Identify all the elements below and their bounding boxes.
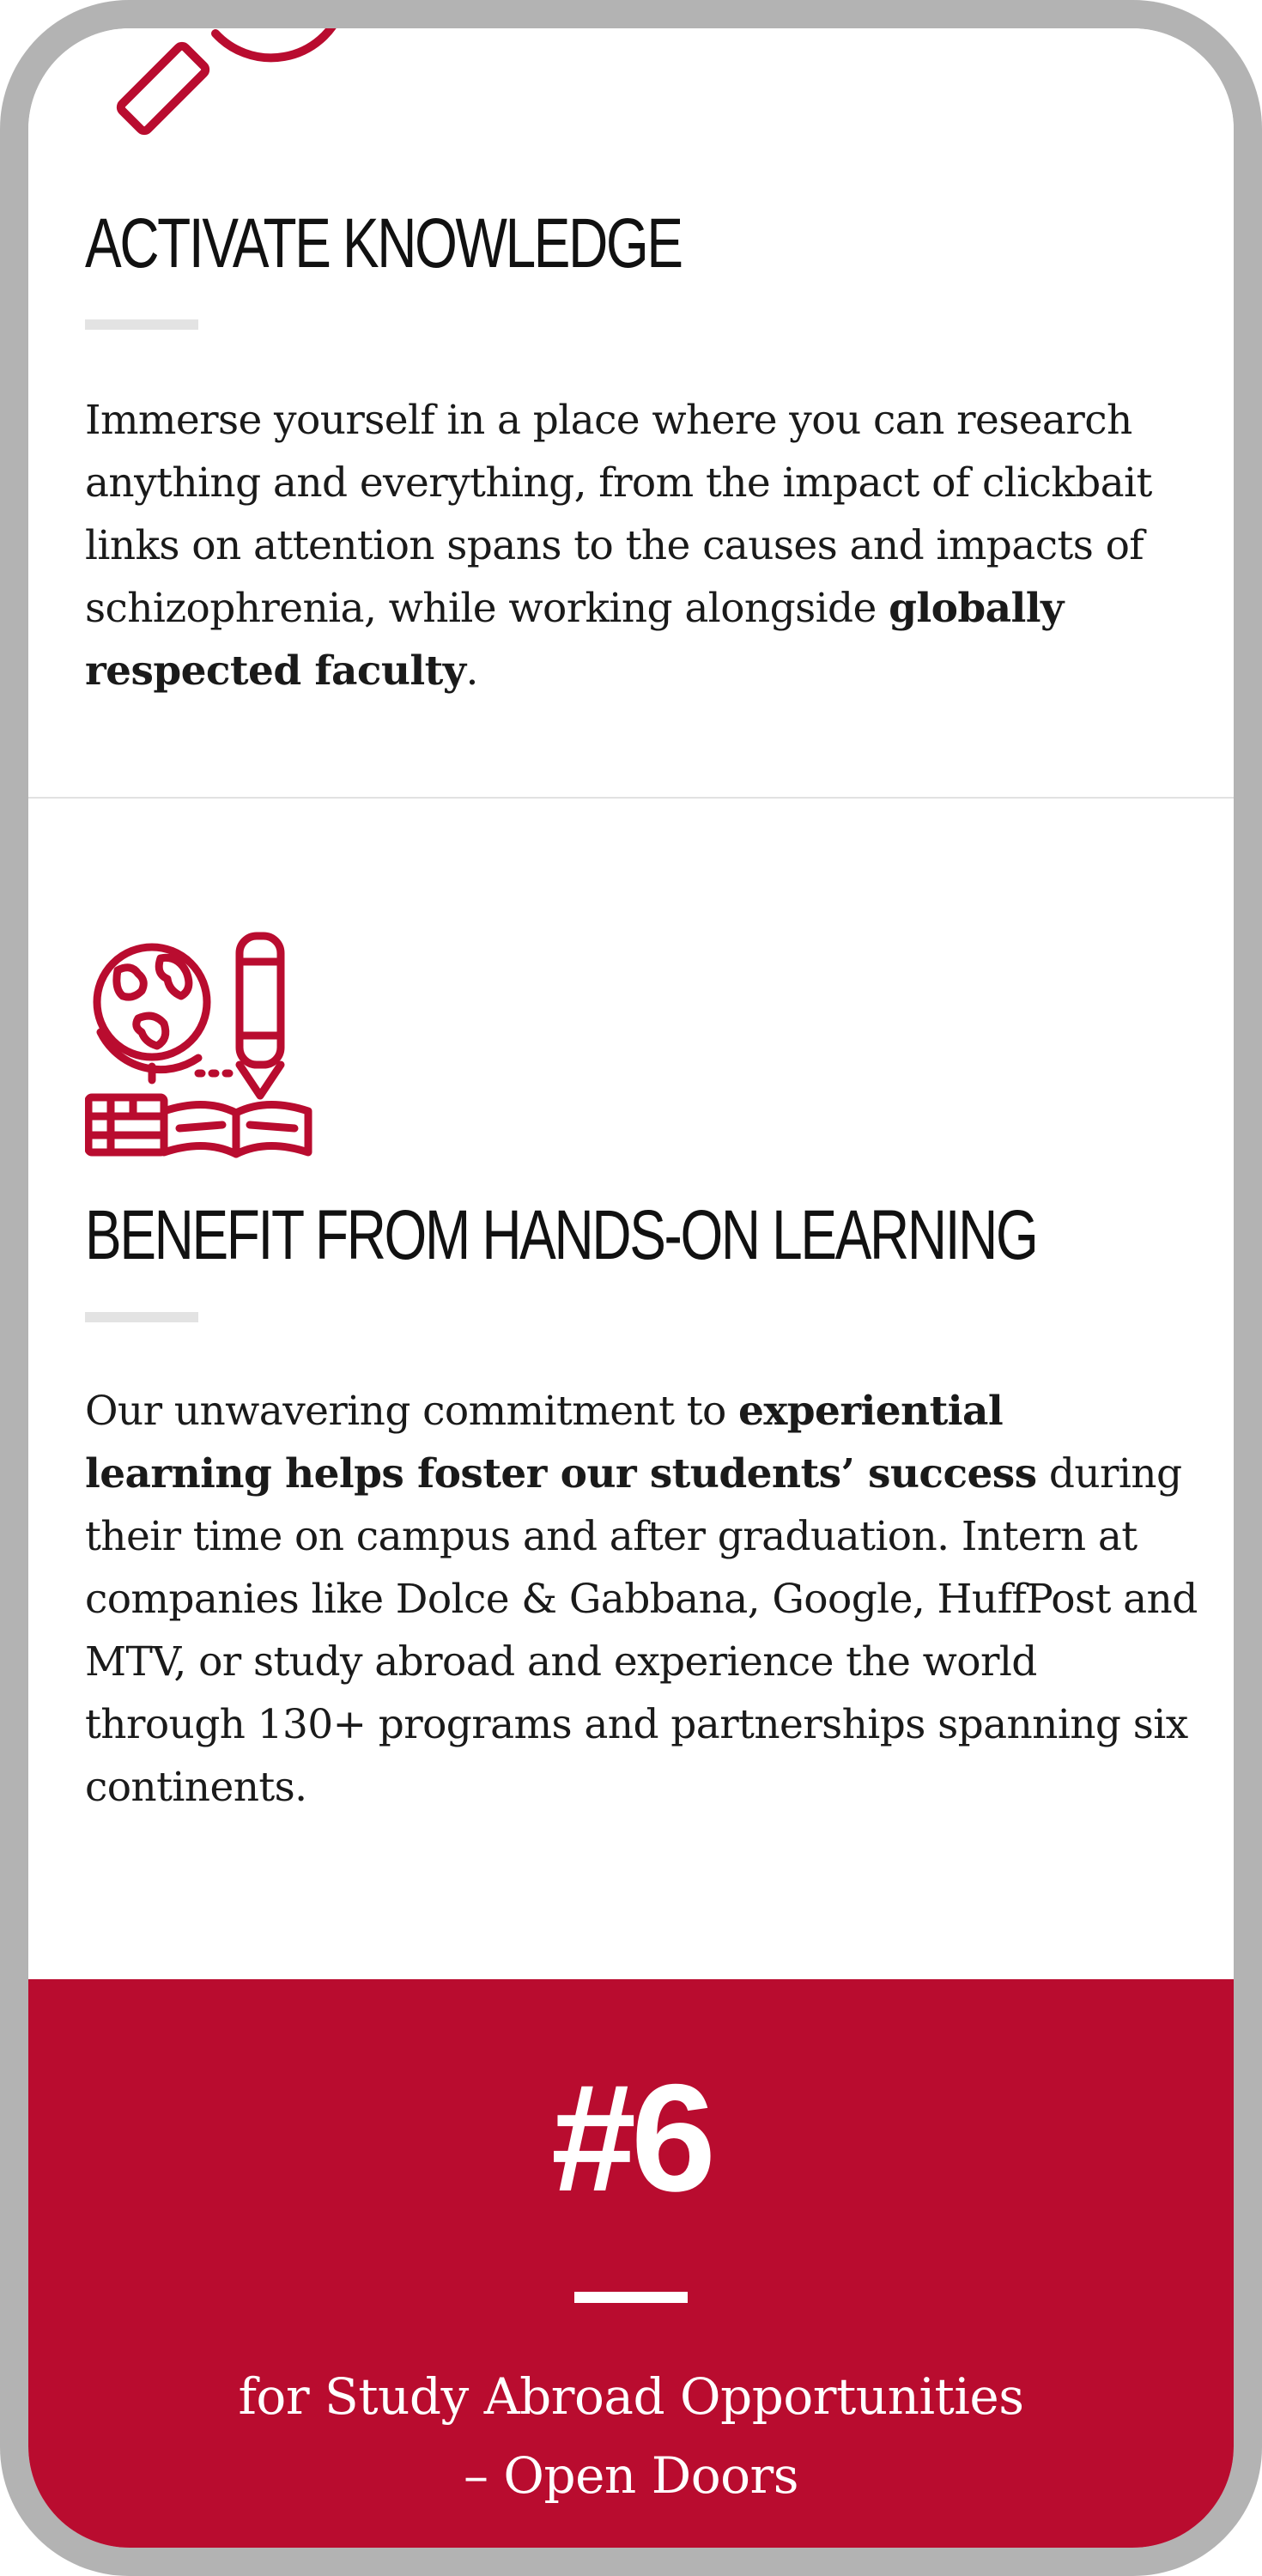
section-hands-on-learning <box>28 799 1234 2008</box>
body-text-span: . <box>465 647 478 695</box>
section-body <box>85 389 1201 702</box>
magnifier-lightbulb-icon <box>85 28 343 140</box>
body-text-span: during their time on campus and after graduation. Intern at companies like Dolce & Gabbana, Google, HuffPost and MTV, or study abroad and experience the world through 130+ programs and partnerships spanning six continents. <box>85 1450 1198 1811</box>
body-text-span: Our unwavering commitment to <box>85 1388 739 1435</box>
phone-screen <box>28 28 1234 2548</box>
section-activate-knowledge <box>28 28 1234 797</box>
stat-caption-line: – Open Doors <box>463 2446 799 2505</box>
stat-underline <box>574 2292 688 2303</box>
stat-number: #6 <box>551 2052 711 2223</box>
heading-underline <box>85 1312 198 1322</box>
section-heading: BENEFIT FROM HANDS-ON LEARNING <box>85 1196 1037 1274</box>
section-body <box>85 1380 1201 1819</box>
globe-pencil-books-icon <box>85 929 317 1161</box>
body-bold-span: globally respected faculty <box>85 585 1064 695</box>
heading-underline <box>85 319 198 330</box>
stat-caption-line: for Study Abroad Opportunities <box>238 2367 1024 2426</box>
stat-banner <box>28 1979 1234 2548</box>
stat-caption <box>28 2357 1234 2515</box>
body-bold-span: experiential learning helps foster our students’ success <box>85 1388 1037 1498</box>
body-text-span: Immerse yourself in a place where you can research anything and everything, from the impact of clickbait links on attention spans to the causes and impacts of schizophrenia, while working alongside <box>85 397 1152 632</box>
section-heading: ACTIVATE KNOWLEDGE <box>85 204 682 283</box>
